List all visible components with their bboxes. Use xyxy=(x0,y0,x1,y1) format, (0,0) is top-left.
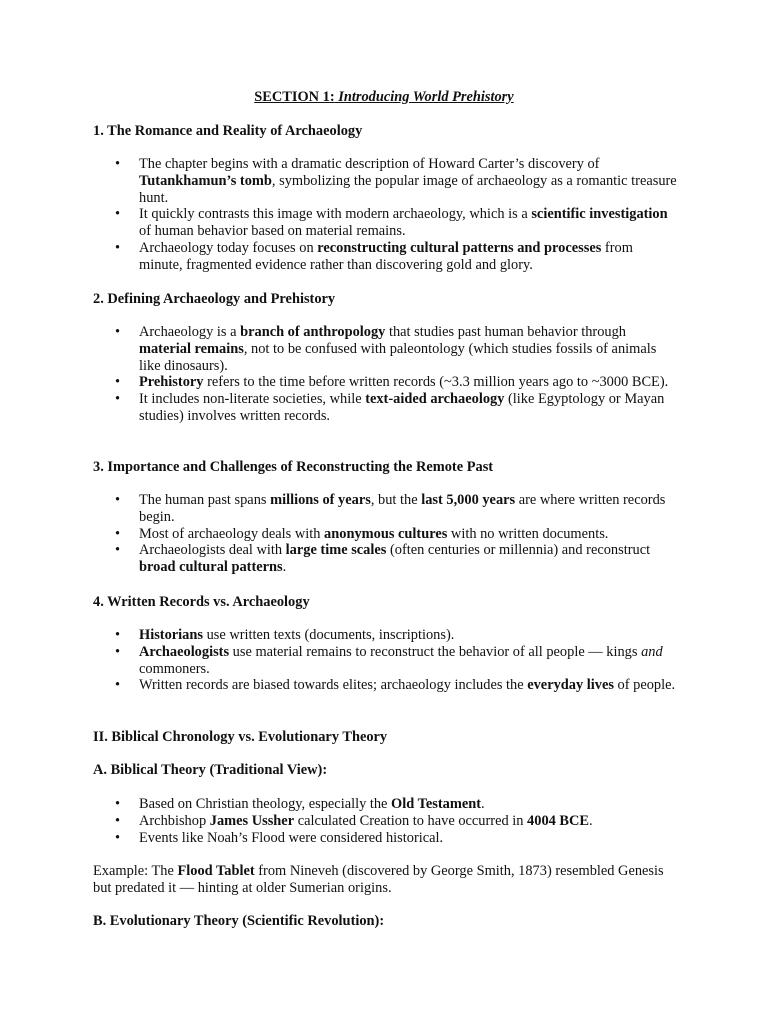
section-heading: B. Evolutionary Theory (Scientific Revolution): xyxy=(93,913,385,929)
bullet-list xyxy=(0,492,680,576)
list-item: • Events like Noah’s Flood were considered historical. xyxy=(0,830,680,847)
section-label: SECTION 1: xyxy=(254,89,335,105)
list-item: • Based on Christian theology, especially the Old Testament. xyxy=(0,796,680,813)
list-item: • It quickly contrasts this image with modern archaeology, which is a scientific investigation of human behavior based on material remains. xyxy=(0,206,680,240)
bullet-list xyxy=(0,324,680,425)
bullet-list xyxy=(0,796,680,846)
bullet-list xyxy=(0,627,680,694)
example-paragraph: Example: The Flood Tablet from Nineveh (discovered by George Smith, 1873) resembled Genesis but predated it — hinting at older Sumerian origins. xyxy=(93,863,664,896)
list-item: • Historians use written texts (documents, inscriptions). xyxy=(0,627,680,644)
section-heading: II. Biblical Chronology vs. Evolutionary Theory xyxy=(93,729,388,745)
section-heading: 4. Written Records vs. Archaeology xyxy=(93,594,310,610)
list-item: • It includes non-literate societies, while text-aided archaeology (like Egyptology or Mayan studies) involves written records. xyxy=(0,391,680,425)
document-title xyxy=(0,89,768,106)
list-item: • The chapter begins with a dramatic description of Howard Carter’s discovery of Tutankhamun’s tomb, symbolizing the popular image of archaeology as a romantic treasure hunt. xyxy=(0,156,680,206)
list-item: • Archaeology is a branch of anthropology that studies past human behavior through material remains, not to be confused with paleontology (which studies fossils of animals like dinosaurs). xyxy=(0,324,680,374)
section-heading: 3. Importance and Challenges of Reconstructing the Remote Past xyxy=(93,459,494,475)
section-heading: 1. The Romance and Reality of Archaeology xyxy=(93,123,363,139)
list-item: • Written records are biased towards elites; archaeology includes the everyday lives of people. xyxy=(0,677,680,694)
section-heading: 2. Defining Archaeology and Prehistory xyxy=(93,291,336,307)
list-item: • Archaeology today focuses on reconstructing cultural patterns and processes from minute, fragmented evidence rather than discovering gold and glory. xyxy=(0,240,680,274)
list-item: • The human past spans millions of years, but the last 5,000 years are where written records begin. xyxy=(0,492,680,526)
section-subtitle: Introducing World Prehistory xyxy=(338,89,514,105)
list-item: • Archaeologists deal with large time scales (often centuries or millennia) and reconstruct broad cultural patterns. xyxy=(0,542,680,576)
section-heading: A. Biblical Theory (Traditional View): xyxy=(93,762,328,778)
list-item: • Prehistory refers to the time before written records (~3.3 million years ago to ~3000 BCE). xyxy=(0,374,680,391)
list-item: • Most of archaeology deals with anonymous cultures with no written documents. xyxy=(0,526,680,543)
bullet-list xyxy=(0,156,680,274)
list-item: • Archaeologists use material remains to reconstruct the behavior of all people — kings and commoners. xyxy=(0,644,680,678)
list-item: • Archbishop James Ussher calculated Creation to have occurred in 4004 BCE. xyxy=(0,813,680,830)
